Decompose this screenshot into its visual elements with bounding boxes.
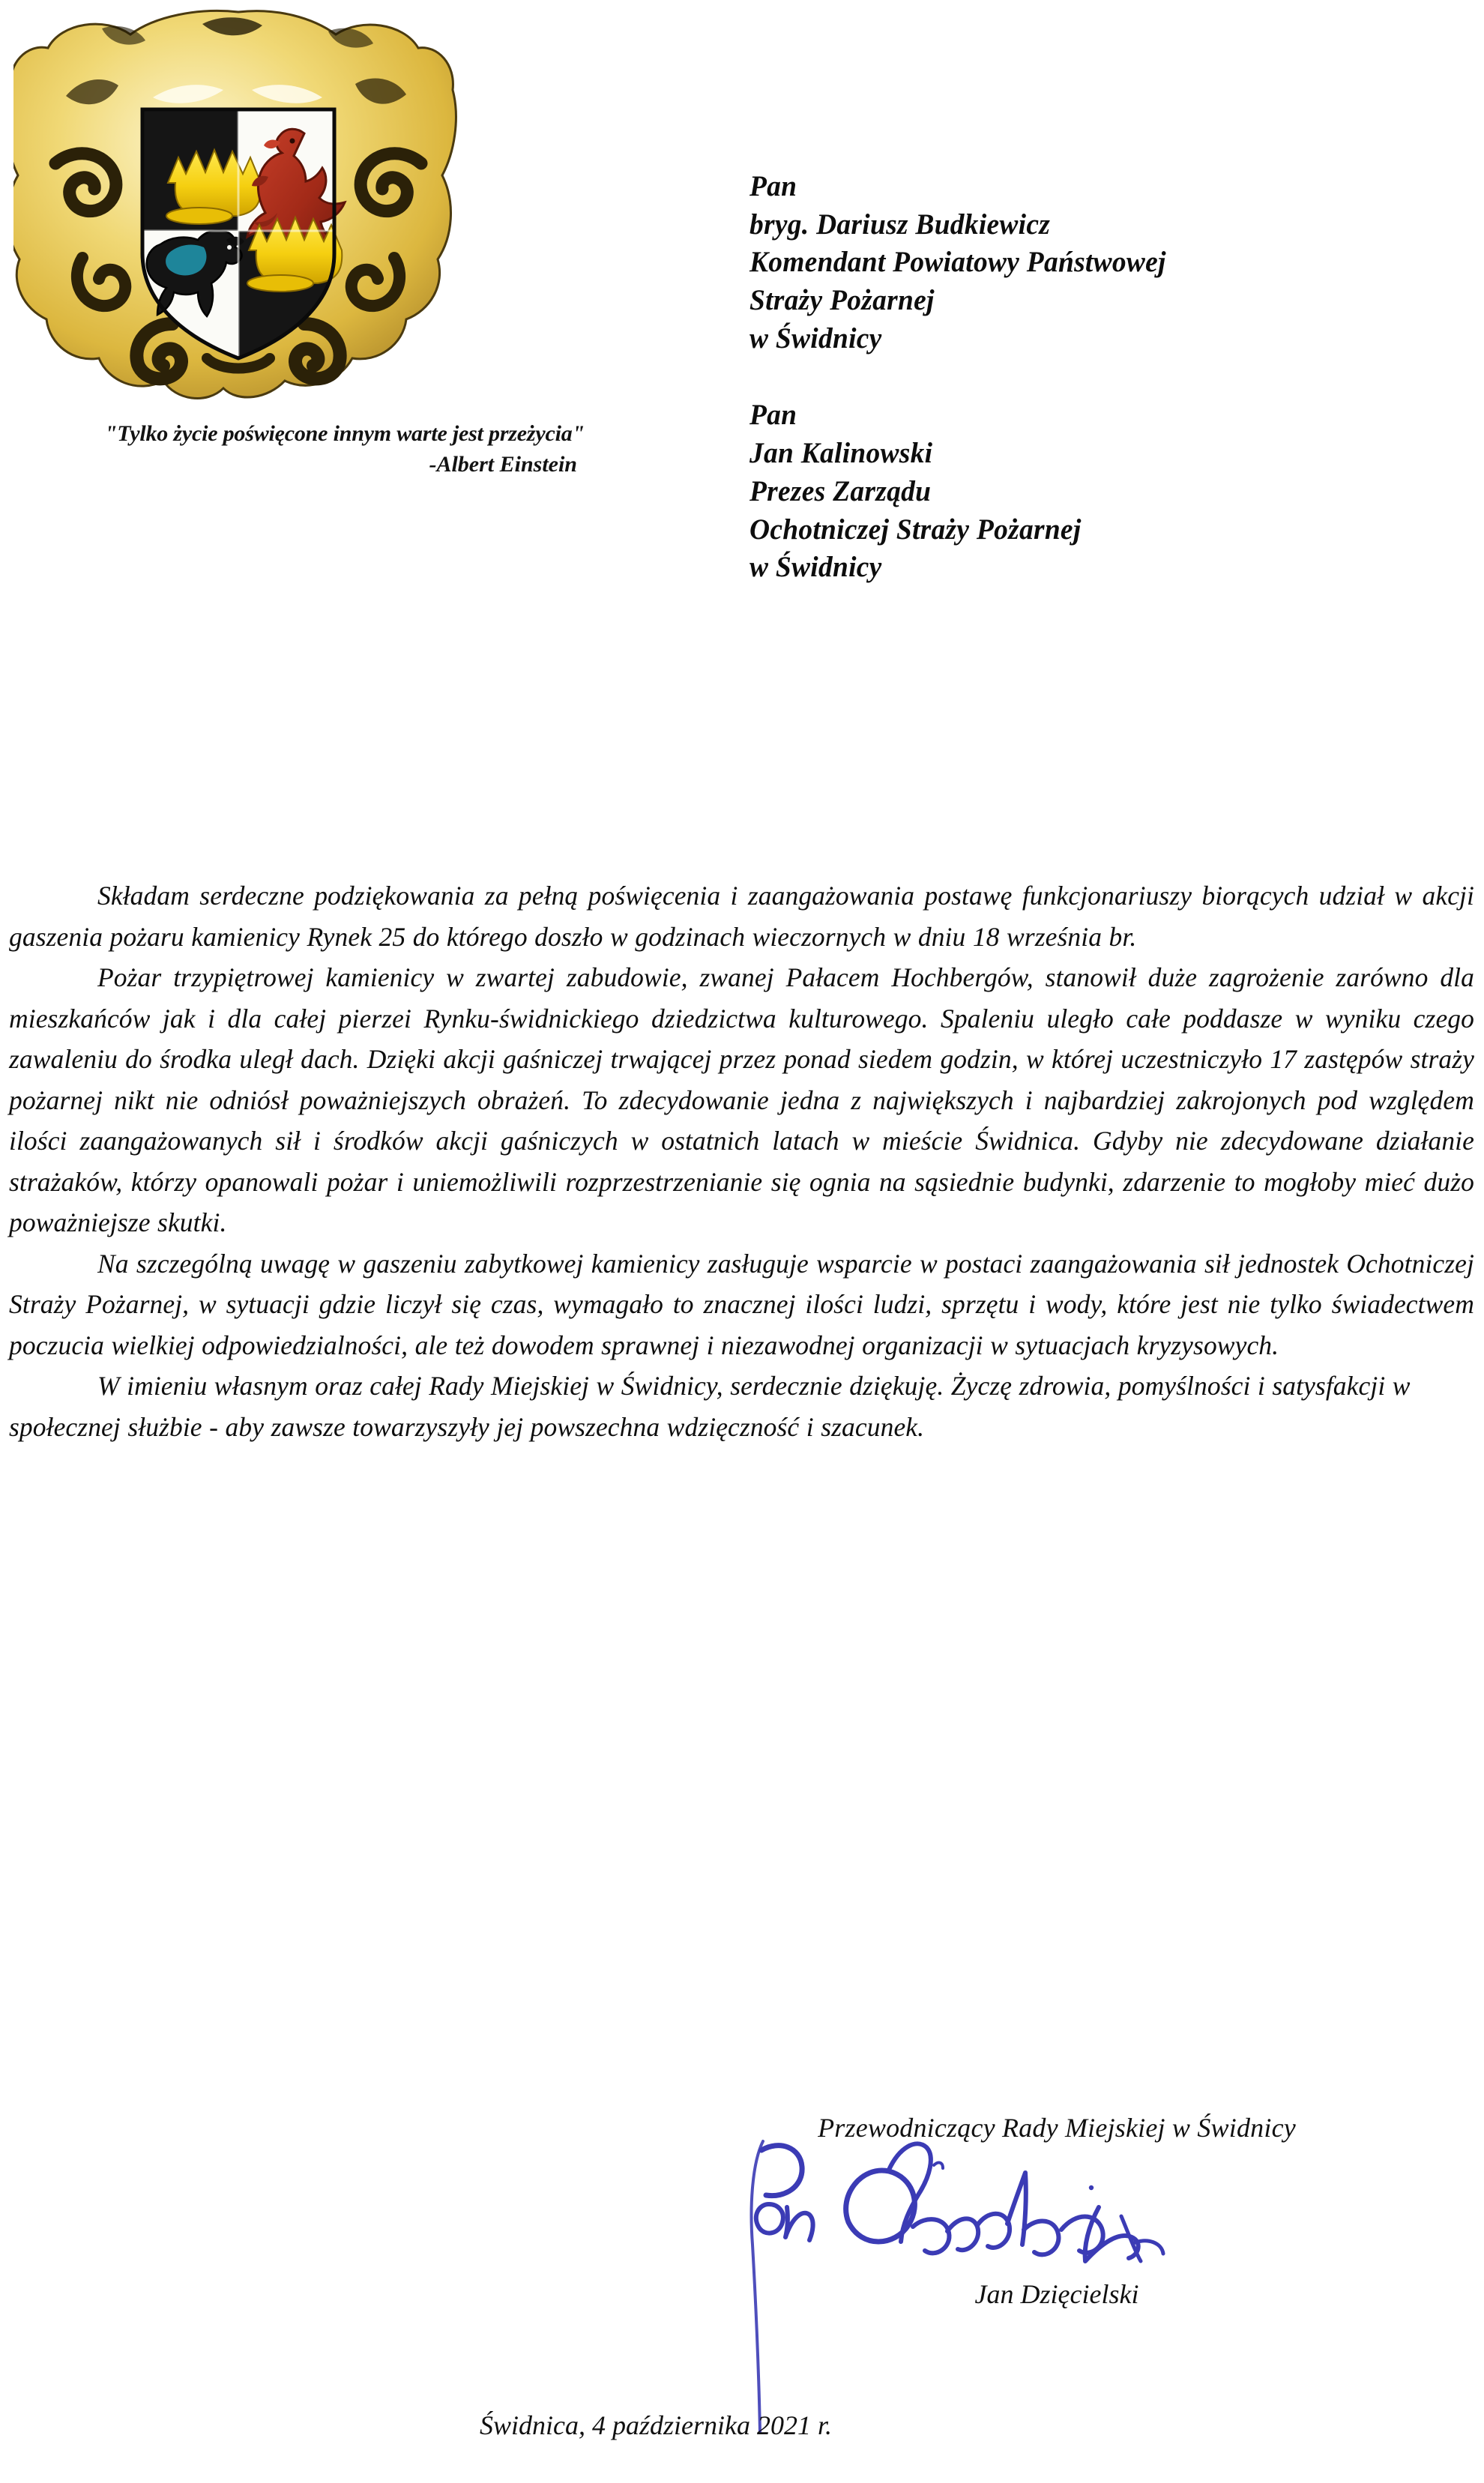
letter-body: [9, 875, 1474, 1447]
addressee-2-line-2: Jan Kalinowski: [749, 437, 933, 470]
addressee-1-line-3: Komendant Powiatowy Państwowej: [749, 246, 1166, 279]
place-and-date: Świdnica, 4 października 2021 r.: [480, 2410, 833, 2440]
coat-of-arms: [13, 6, 463, 414]
addressee-2: [749, 396, 1469, 586]
addressee-1-line-4: Straży Pożarnej: [749, 284, 935, 317]
body-paragraph-2: Pożar trzypiętrowej kamienicy w zwartej zabudowie, zwanej Pałacem Hochbergów, stanowił duże zagrożenie zarówno dla mieszkańców jak i dla całej pierzei Rynku-świdnickiego dziedzictwa kulturowego. Spaleniu uległo całe poddasze w wyniku czego zawaleniu do środka uległ dach. Dzięki akcji gaśniczej trwającej przez ponad siedem godzin, w której uczestniczyło 17 zastępów straży pożarnej nikt nie odniósł poważniejszych obrażeń. To zdecydowanie jedna z największych i najbardziej zakrojonych pod względem ilości zaangażowanych sił i środków akcji gaśniczych w ostatnich latach w mieście Świdnica. Gdyby nie zdecydowane działanie strażaków, którzy opanowali pożar i uniemożliwili rozprzestrzenianie się ognia na sąsiednie budynki, zdarzenie to mogłoby mieć dużo poważniejsze skutki.: [9, 962, 1474, 1237]
addressee-1: [749, 168, 1469, 357]
epigraph-quote: "Tylko życie poświęcone innym warte jest przeżycia": [104, 421, 585, 446]
addressee-2-line-1: Pan: [749, 399, 797, 432]
signatory-title: Przewodniczący Rady Miejskiej w Świdnicy: [818, 2113, 1296, 2143]
epigraph-block: [0, 418, 585, 480]
addressee-2-line-4: Ochotniczej Straży Pożarnej: [749, 513, 1082, 546]
addressee-1-line-1: Pan: [749, 170, 797, 202]
body-paragraph-4: W imieniu własnym oraz całej Rady Miejskiej w Świdnicy, serdecznie dziękuję. Życzę zdrowia, pomyślności i satysfakcji w społecznej służbie - aby zawsze towarzyszyły jej powszechna wdzięczność i szacunek.: [9, 1371, 1411, 1442]
signatory-name: Jan Dzięcielski: [974, 2279, 1139, 2309]
epigraph-author: -Albert Einstein: [429, 452, 577, 477]
addressee-1-line-5: w Świdnicy: [749, 322, 882, 355]
coat-of-arms-graphic: [13, 6, 463, 414]
addressee-2-line-3: Prezes Zarządu: [749, 474, 932, 507]
addressee-2-line-5: w Świdnicy: [749, 551, 882, 584]
signature-title-block: [660, 2112, 1454, 2143]
body-paragraph-1: Składam serdeczne podziękowania za pełną poświęcenia i zaangażowania postawę funkcjonariuszy biorących udział w akcji gaszenia pożaru kamienicy Rynek 25 do którego doszło w godzinach wieczornych w dniu 18 września br.: [9, 881, 1474, 952]
body-paragraph-3: Na szczególną uwagę w gaszeniu zabytkowej kamienicy zasługuje wsparcie w postaci zaangażowania sił jednostek Ochotniczej Straży Pożarnej, w sytuacji gdzie liczył się czas, wymagało to znacznej ilości ludzi, sprzętu i wody, które jest nie tylko świadectwem poczucia wielkiej odpowiedzialności, ale też dowodem sprawnej i niezawodnej organizacji w sytuacjach kryzysowych.: [9, 1248, 1474, 1360]
addressee-block: [749, 168, 1469, 587]
addressee-1-line-2: bryg. Dariusz Budkiewicz: [749, 208, 1051, 241]
